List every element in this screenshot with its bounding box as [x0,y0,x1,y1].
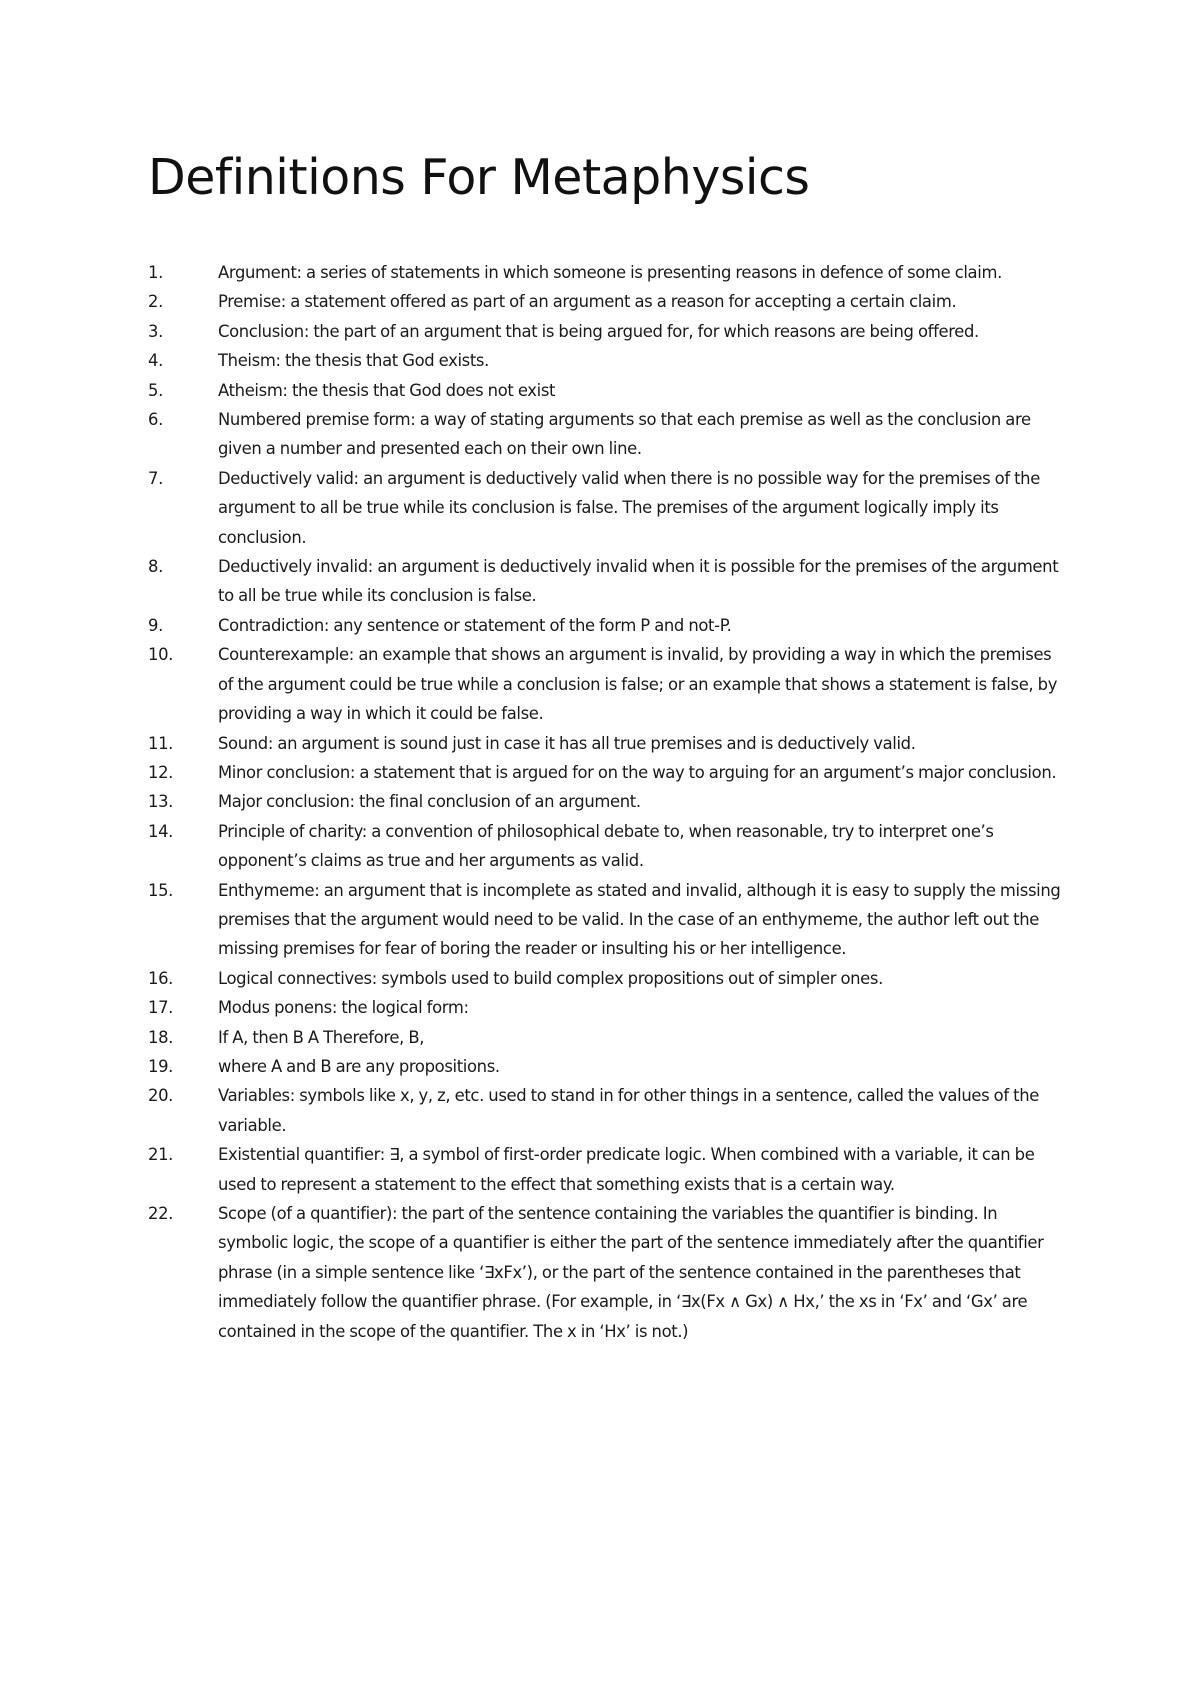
list-item [148,405,1063,464]
item-number: 2. [148,292,163,312]
item-text: Deductively valid: an argument is deductively valid when there is no possible way for the premises of the argument to all be true while its conclusion is false. The premises of the argument logically imply its conclusion. [218,468,1040,547]
item-text: Deductively invalid: an argument is deductively invalid when it is possible for the premises of the argument to all be true while its conclusion is false. [218,557,1059,606]
item-text: Argument: a series of statements in which someone is presenting reasons in defence of some claim. [218,263,1002,282]
list-item [148,758,1063,787]
item-number: 4. [148,351,163,371]
item-text: Contradiction: any sentence or statement of the form P and not-P. [218,615,732,635]
item-text: Logical connectives: symbols used to build complex propositions out of simpler ones. [218,968,883,988]
page-title: Definitions For Metaphysics [148,149,810,206]
list-item [148,611,1063,640]
list-item [148,876,1063,964]
item-number: 13. [148,792,174,812]
list-item [148,729,1063,758]
item-text: Principle of charity: a convention of philosophical debate to, when reasonable, try to interpret one’s opponent’s claims as true and her arguments as valid. [218,821,994,871]
item-number: 19. [148,1056,174,1076]
list-item [148,346,1063,375]
list-item [148,817,1063,876]
item-number: 22. [148,1204,174,1223]
item-text: Modus ponens: the logical form: [218,998,469,1018]
list-item [148,376,1063,405]
list-item [148,640,1063,728]
item-number: 11. [148,733,174,753]
item-number: 6. [148,410,163,430]
item-text: Enthymeme: an argument that is incomplete as stated and invalid, although it is easy to supply the missing premises that the argument would need to be valid. In the case of an enthymeme, the author left out the missing premises for fear of boring the reader or insulting his or her intelligence. [218,880,1061,959]
item-number: 8. [148,557,163,577]
item-text: where A and B are any propositions. [218,1056,500,1076]
list-item [148,258,1063,287]
item-number: 9. [148,615,163,635]
item-number: 15. [148,880,174,900]
list-item [148,964,1063,993]
list-item [148,1140,1063,1199]
item-text: Atheism: the thesis that God does not exist [218,380,556,400]
item-number: 12. [148,762,174,782]
item-text: Variables: symbols like x, y, z, etc. used to stand in for other things in a sentence, called the values of the variable. [218,1086,1039,1135]
item-text: Minor conclusion: a statement that is argued for on the way to arguing for an argument’s major conclusion. [218,762,1057,782]
item-number: 3. [148,321,163,341]
item-number: 1. [148,263,163,282]
item-text: If A, then B A Therefore, B, [218,1027,425,1047]
item-number: 14. [148,821,174,841]
item-text: Premise: a statement offered as part of an argument as a reason for accepting a certain claim. [218,292,957,312]
item-text: Theism: the thesis that God exists. [218,351,489,371]
item-text: Existential quantifier: ∃, a symbol of first-order predicate logic. When combined with a variable, it can be used to represent a statement to the effect that something exists that is a certain way. [218,1145,1035,1194]
list-item [148,317,1063,346]
item-number: 5. [148,380,163,400]
item-number: 7. [148,468,163,488]
list-item [148,552,1063,611]
definitions-list [148,258,1063,1346]
item-text: Scope (of a quantifier): the part of the sentence containing the variables the quantifier is binding. In symbolic logic, the scope of a quantifier is either the part of the sentence immediately after the quantifier phrase (in a simple sentence like ‘∃xFx’), or the part of the sentence contained in the parentheses that immediately follow the quantifier phrase. (For example, in ‘∃x(Fx ∧ Gx) ∧ Hx,’ the xs in ‘Fx’ and ‘Gx’ are contained in the scope of the quantifier. The x in ‘Hx’ is not.) [218,1204,1044,1341]
list-item [148,1052,1063,1081]
item-number: 16. [148,968,174,988]
item-number: 21. [148,1145,174,1165]
item-text: Sound: an argument is sound just in case it has all true premises and is deductively valid. [218,733,916,753]
item-text: Counterexample: an example that shows an argument is invalid, by providing a way in which the premises of the argument could be true while a conclusion is false; or an example that shows a statement is false, by providing a way in which it could be false. [218,645,1058,724]
list-item [148,1023,1063,1052]
list-item [148,1081,1063,1140]
list-item [148,1199,1063,1346]
item-number: 10. [148,645,174,665]
item-text: Major conclusion: the final conclusion of an argument. [218,792,641,812]
item-text: Conclusion: the part of an argument that is being argued for, for which reasons are being offered. [218,321,979,341]
item-number: 17. [148,998,174,1018]
list-item [148,287,1063,316]
list-item [148,464,1063,552]
item-number: 20. [148,1086,174,1106]
list-item [148,787,1063,816]
item-number: 18. [148,1027,174,1047]
item-text: Numbered premise form: a way of stating arguments so that each premise as well as the conclusion are given a number and presented each on their own line. [218,410,1031,459]
list-item [148,993,1063,1022]
